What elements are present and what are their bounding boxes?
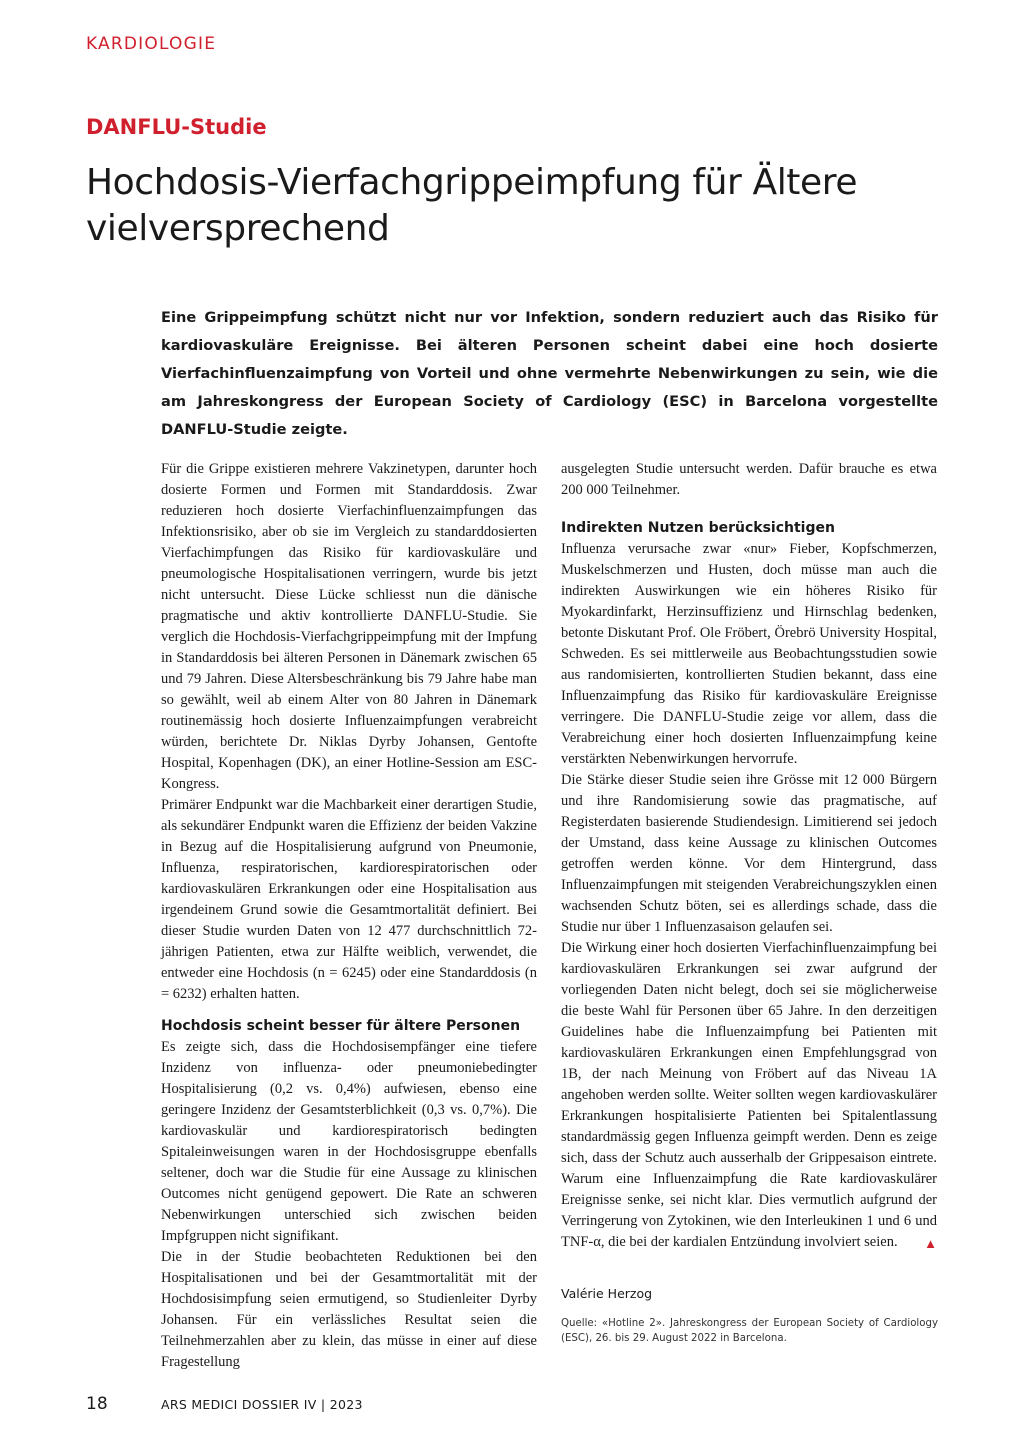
publication-footer: ARS MEDICI DOSSIER IV | 2023	[161, 1397, 363, 1412]
study-label: DANFLU-Studie	[86, 115, 267, 139]
end-of-article-triangle-icon: ▲	[924, 1236, 937, 1251]
body-paragraph-last	[561, 938, 937, 1253]
body-paragraph-text: Die Wirkung einer hoch dosierten Vierfachinfluenzaimpfung bei kardiovaskulären Erkrankungen sei zwar aufgrund der vorliegenden Daten nicht belegt, doch sei sie möglicherweise die beste Wahl für Personen über 65 Jahre. In den derzeitigen Guidelines habe die Influenzaimpfung bei Patienten mit kardiovaskulären Erkrankungen einen Empfehlungsgrad von 1B, der nach Meinung von Fröbert auf das Niveau 1A angehoben werden sollte. Weiter sollten wegen kardiovaskulärer Erkrankungen hospitalisierte Patienten bei Spitalentlassung standardmässig gegen Influenza geimpft werden. Denn es zeige sich, dass der Schutz auch ausserhalb der Grippesaison eintrete. Warum eine Influenzaimpfung die Rate kardiovaskulärer Ereignisse senke, sei nicht klar. Dies vermutlich aufgrund der Verringerung von Zytokinen, wie den Interleukinen 1 und 6 und TNF-α, die bei der kardialen Entzündung involviert seien.	[561, 940, 937, 1250]
body-paragraph: Influenza verursache zwar «nur» Fieber, Kopfschmerzen, Muskelschmerzen und Husten, doch müsse man auch die indirekten Auswirkungen wie ein höheres Risiko für Myokardinfarkt, Herzinsuffizienz und Hirnschlag bedenken, betonte Diskutant Prof. Ole Fröbert, Örebrö University Hospital, Schweden. Es sei mittlerweile aus Beobachtungsstudien sowie aus randomisierten, kontrollierten Studien bekannt, dass eine Influenzaimpfung das Risiko für kardiovaskuläre Ereignisse verringere. Die DANFLU-Studie zeige vor allem, dass die Verabreichung einer hoch dosierten Influenzaimpfung keine verstärkten Nebenwirkungen hervorrufe.	[561, 541, 937, 767]
body-paragraph: Die Stärke dieser Studie seien ihre Grösse mit 12 000 Bürgern und ihre Randomisierung sowie das pragmatische, auf Registerdaten basierende Studiendesign. Limitierend sei jedoch der Umstand, dass keine Aussage zu klinischen Outcomes getroffen werden könne. Vor dem Hintergrund, dass Influenzaimpfungen mit steigenden Verabreichungszyklen einen wachsenden Schutz böten, sei es allerdings schade, dass die Studie nur über 1 Influenzasaison gelaufen sei.	[561, 772, 937, 935]
body-paragraph: ausgelegten Studie untersucht werden. Dafür brauche es etwa 200 000 Teilnehmer.	[561, 461, 937, 498]
subheading: Hochdosis scheint besser für ältere Personen	[161, 1018, 521, 1034]
body-paragraph: Primärer Endpunkt war die Machbarkeit einer derartigen Studie, als sekundärer Endpunkt waren die Effizienz der beiden Vakzine in Bezug auf die Hospitalisierung aufgrund von Pneumonie, Influenza, respiratorischen, kardiorespiratorischen oder kardiovaskulären Erkrankungen oder eine Hospitalisation aus irgendeinem Grund sowie die Gesamtmortalität definiert. Bei dieser Studie wurden Daten von 12 477 durchschnittlich 72-jährigen Patienten, etwa zur Hälfte weiblich, verwendet, die entweder eine Hochdosis (n = 6245) oder eine Standarddosis (n = 6232) erhalten hatten.	[161, 797, 537, 1002]
body-paragraph: Für die Grippe existieren mehrere Vakzinetypen, darunter hoch dosierte Formen und Formen mit Standarddosis. Zwar reduzieren hoch dosierte Vierfachinfluenzaimpfungen das Infektionsrisiko, aber ob sie im Vergleich zu standarddosierten Vierfachimpfungen das Risiko für kardiovaskuläre und pneumologische Hospitalisationen verringern, wurde bis jetzt nicht untersucht. Diese Lücke schliesst nun die dänische pragmatische und aktiv kontrollierte DANFLU-Studie. Sie verglich die Hochdosis-Vierfachgrippeimpfung mit der Impfung in Standarddosis bei älteren Personen in Dänemark zwischen 65 und 79 Jahren. Diese Altersbeschränkung bis 79 Jahre habe man so gewählt, weil ab einem Alter von 80 Jahren in Dänemark routinemässig hoch dosierte Influenzaimpfungen verabreicht würden, berichtete Dr. Niklas Dyrby Johansen, Gentofte Hospital, Kopenhagen (DK), an einer Hotline-Session am ESC-Kongress.	[161, 461, 537, 792]
body-paragraph: Die in der Studie beobachteten Reduktionen bei den Hospitalisationen und bei der Gesamtmortalität mit der Hochdosisimpfung seien ermutigend, so Studienleiter Dyrby Johansen. Für ein verlässliches Resultat seien die Teilnehmerzahlen aber zu klein, das müsse in einer auf diese Fragestellung	[161, 1249, 537, 1370]
body-paragraph: Es zeigte sich, dass die Hochdosisempfänger eine tiefere Inzidenz von influenza- oder pneumoniebedingter Hospitalisierung (0,2 vs. 0,4%) aufwiesen, ebenso eine geringere Inzidenz der Gesamtsterblichkeit (0,3 vs. 0,7%). Die kardiovaskulär und kardiorespiratorisch bedingten Spitaleinweisungen waren in der Hochdosisgruppe ebenfalls seltener, doch war die Studie für eine Aussage zu klinischen Outcomes nicht genügend gepowert. Die Rate an schweren Nebenwirkungen unterschied sich zwischen beiden Impfgruppen nicht signifikant.	[161, 1039, 537, 1244]
article-lead: Eine Grippeimpfung schützt nicht nur vor Infektion, sondern reduziert auch das Risiko für kardiovaskuläre Ereignisse. Bei älteren Personen scheint dabei eine hoch dosierte Vierfachinfluenzaimpfung von Vorteil und ohne vermehrte Nebenwirkungen zu sein, wie die am Jahreskongress der European Society of Cardiology (ESC) in Barcelona vorgestellte DANFLU-Studie zeigte.	[161, 309, 938, 438]
author-name: Valérie Herzog	[561, 1286, 653, 1301]
right-column	[561, 459, 937, 1254]
source-note: Quelle: «Hotline 2». Jahreskongress der European Society of Cardiology (ESC), 26. bis 29. August 2022 in Barcelona.	[561, 1318, 938, 1344]
subheading: Indirekten Nutzen berücksichtigen	[561, 520, 835, 536]
left-column	[161, 459, 537, 1373]
article-title: Hochdosis-Vierfachgrippeimpfung für Ältere vielversprechend	[86, 162, 858, 249]
section-label: KARDIOLOGIE	[86, 34, 217, 54]
page-number: 18	[86, 1394, 108, 1414]
